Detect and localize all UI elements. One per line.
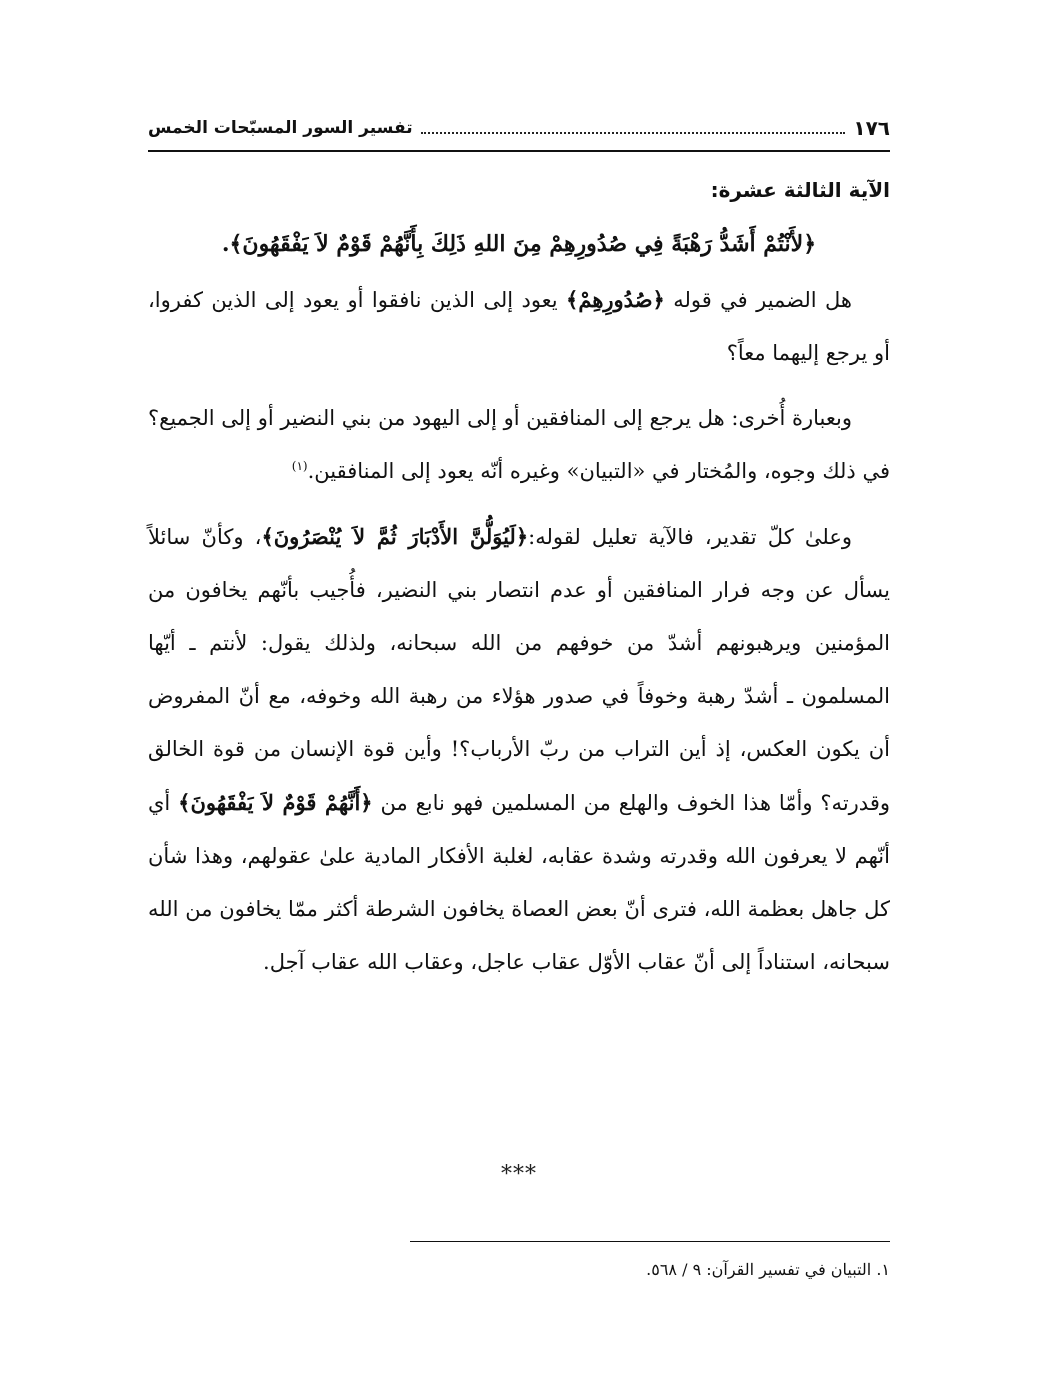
paragraph-3-text: وعلىٰ كلّ تقدير، فالآية تعليل لقوله: (528, 525, 852, 549)
paragraph-3 (148, 510, 890, 989)
paragraph-1-text-end: يعود إلى الذين نافقوا أو يعود إلى الذين كفروا، أو يرجع إليهما معاً؟ (148, 288, 890, 365)
page-number: ١٧٦ (853, 116, 890, 140)
header-rule (148, 150, 890, 152)
paragraph-3-text-middle: ، وكأنّ سائلاً يسأل عن وجه فرار المنافقين أو عدم انتصار بني النضير، فأُجيب بأنّهم يخافون من المؤمنين ويرهبونهم أشدّ من خوفهم من الله سبحانه، ولذلك يقول: لأنتم ـ أيّها المسلمون ـ أشدّ رهبة وخوفاً في صدور هؤلاء من رهبة الله وخوفه، مع أنّ المفروض أن يكون العكس، إذ أين التراب من ربّ الأرباب؟! وأين قوة الإنسان من قوة الخالق وقدرته؟ وأمّا هذا الخوف والهلع من المسلمين فهو نابع من (148, 525, 891, 815)
paragraph-1-quote: ﴿صُدُورِهِمْ﴾ (566, 287, 665, 312)
footnote-rule (410, 1241, 890, 1242)
paragraph-3-quote-2: ﴿أَنَّهُمْ قَوْمٌ لاَ يَفْقَهُونَ﴾ (178, 790, 373, 815)
footnote: ١. التبيان في تفسير القرآن: ٩ / ٥٦٨. (646, 1260, 890, 1279)
main-text (148, 165, 890, 989)
paragraph-1 (148, 273, 890, 380)
section-separator: *** (501, 1162, 537, 1187)
paragraph-3-quote: ﴿لَيُوَلُّنَّ الأَدْبَارَ ثُمَّ لاَ يُنْصَرُونَ﴾ (261, 524, 529, 549)
quran-verse: ﴿لأَنْتُمْ أَشَدُّ رَهْبَةً فِي صُدُورِهِمْ مِنَ اللهِ ذَلِكَ بِأَنَّهُمْ قَوْمٌ لاَ يَفْقَهُونَ﴾. (221, 231, 817, 257)
paragraph-3-text-end: أي أنّهم لا يعرفون الله وقدرته وشدة عقابه، لغلبة الأفكار المادية علىٰ عقولهم، وهذا شأن كل جاهل بعظمة الله، فترى أنّ بعض العصاة يخافون الشرطة أكثر ممّا يخافون من الله سبحانه، استناداً إلى أنّ عقاب الأوّل عقاب عاجل، وعقاب الله عقاب آجل. (148, 791, 890, 974)
paragraph-1-text: هل الضمير في قوله (664, 288, 852, 312)
book-title: تفسير السور المسبّحات الخمس (148, 118, 413, 138)
paragraph-2 (148, 392, 890, 498)
header-leader-dots (421, 122, 846, 134)
paragraph-2-text: وبعبارة أُخرى: هل يرجع إلى المنافقين أو إلى اليهود من بني النضير أو إلى الجميع؟ في ذلك وجوه، والمُختار في «التبيان» وغيره أنّه يعود إلى المنافقين. (148, 406, 890, 483)
running-header (148, 110, 890, 146)
book-page (148, 0, 890, 1395)
section-heading: الآية الثالثة عشرة: (710, 178, 890, 202)
footnote-reference[interactable]: (١) (291, 459, 308, 473)
